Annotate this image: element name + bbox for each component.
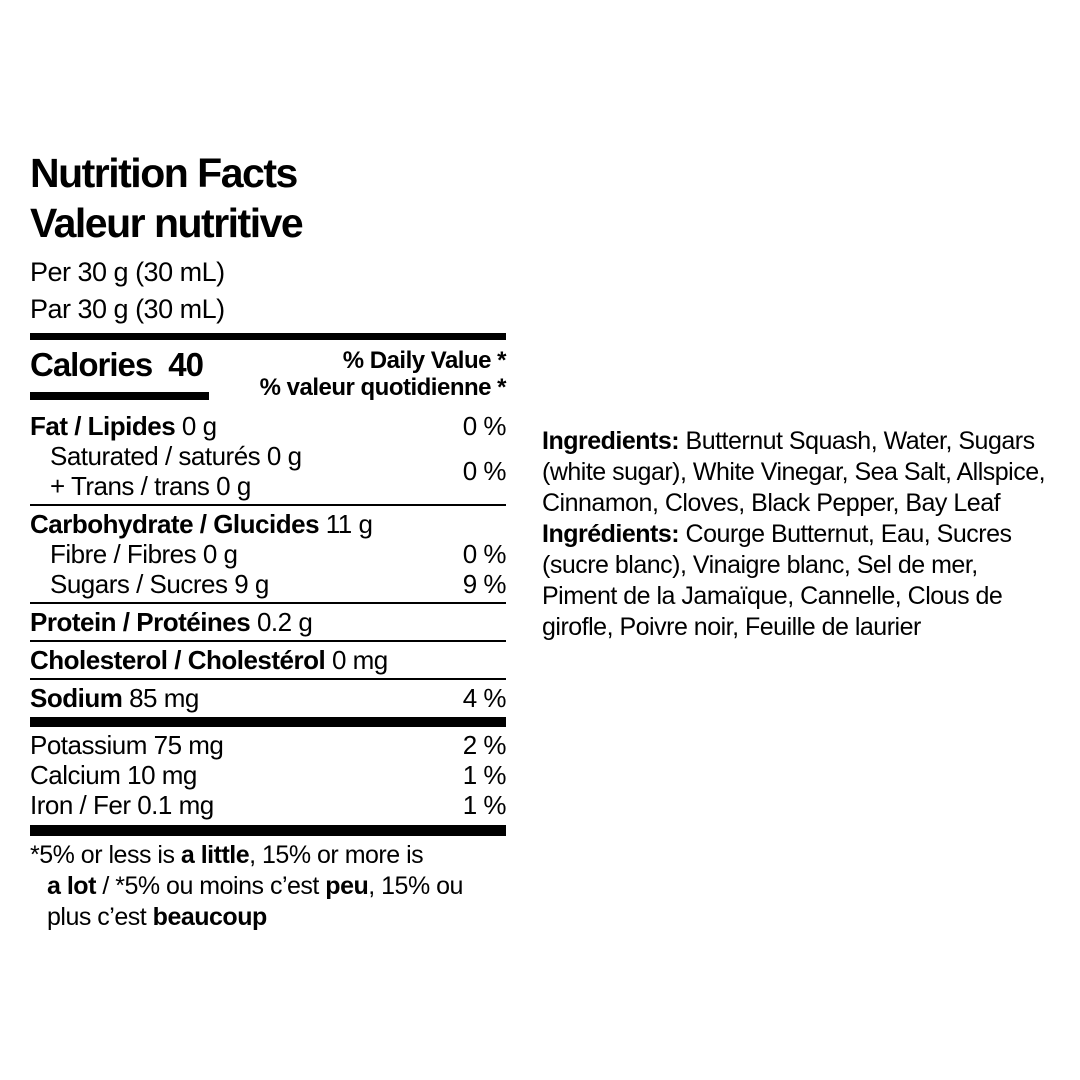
serving-size — [30, 254, 506, 328]
row-cholesterol — [30, 645, 506, 675]
row-iron — [30, 790, 506, 820]
footnote-line-2 — [30, 871, 506, 902]
ingredients-text: (white sugar), White Vinegar, Sea Salt, Allspice, — [542, 458, 1046, 486]
separator-line — [30, 678, 506, 680]
daily-value-header — [260, 347, 506, 401]
footnote-line-3 — [30, 902, 506, 933]
row-sugars — [30, 569, 506, 599]
daily-value-footnote — [30, 840, 506, 933]
fat-percent: 0 % — [462, 411, 506, 441]
footnote-text: plus c’est — [47, 903, 153, 931]
calories-row — [30, 340, 506, 401]
separator-line — [30, 602, 506, 604]
panel-titles — [30, 148, 506, 248]
footnote-line-1 — [30, 840, 506, 871]
protein-label: Protein / Protéines — [30, 607, 251, 637]
footnote-text: / *5% ou moins c’est — [95, 872, 326, 900]
serving-size-en: Per 30 g (30 mL) — [30, 257, 225, 287]
sugars-label: Sugars / Sucres 9 g — [50, 569, 269, 599]
carbohydrate-amount: 11 g — [325, 509, 373, 539]
footnote-text: , 15% ou — [368, 872, 463, 900]
saturated-trans-names — [30, 441, 302, 501]
footnote-text: , 15% or more is — [249, 841, 424, 869]
ingredients-text: (sucre blanc), Vinaigre blanc, Sel de mer, — [542, 551, 978, 579]
sugars-percent: 9 % — [462, 569, 506, 599]
nutrient-rows — [30, 411, 506, 933]
ingredients-line — [542, 612, 1072, 643]
daily-value-header-fr: % valeur quotidienne * — [259, 374, 506, 401]
title-fr: Valeur nutritive — [30, 200, 303, 246]
nutrient-name-cholesterol — [30, 645, 388, 675]
ingredients-fr-label: Ingrédients: — [542, 520, 680, 548]
cholesterol-amount: 0 mg — [331, 645, 388, 675]
ingredients-line — [542, 550, 1072, 581]
ingredients-line — [542, 457, 1072, 488]
cholesterol-label: Cholesterol / Cholestérol — [30, 645, 326, 675]
sodium-label: Sodium — [30, 683, 123, 713]
potassium-percent: 2 % — [462, 730, 506, 760]
separator-bar-mid — [30, 717, 506, 727]
row-carbohydrate — [30, 509, 506, 539]
nutrient-name-protein — [30, 607, 312, 637]
footnote-beaucoup: beaucoup — [152, 903, 267, 931]
iron-label: Iron / Fer 0.1 mg — [30, 790, 214, 820]
ingredients-text: Courge Butternut, Eau, Sucres — [679, 520, 1012, 548]
carbohydrate-label: Carbohydrate / Glucides — [30, 509, 320, 539]
calories — [30, 346, 209, 400]
separator-bar-top — [30, 333, 506, 340]
potassium-label: Potassium 75 mg — [30, 730, 224, 760]
nutrient-name-sodium — [30, 683, 199, 713]
ingredients-line — [542, 581, 1072, 612]
ingredients-line — [542, 426, 1072, 457]
ingredients-text: girofle, Poivre noir, Feuille de laurier — [542, 613, 921, 641]
fibre-percent: 0 % — [462, 539, 506, 569]
sodium-percent: 4 % — [462, 683, 506, 713]
separator-line — [30, 640, 506, 642]
nutrient-name-fat — [30, 411, 217, 441]
footnote-peu: peu — [325, 872, 369, 900]
row-saturated-trans — [30, 441, 506, 501]
iron-percent: 1 % — [462, 790, 506, 820]
separator-bar-bottom — [30, 825, 506, 836]
daily-value-header-en: % Daily Value * — [342, 347, 506, 374]
separator-line — [30, 504, 506, 506]
row-fibre — [30, 539, 506, 569]
ingredients-text: Cinnamon, Cloves, Black Pepper, Bay Leaf — [542, 489, 1001, 517]
row-potassium — [30, 730, 506, 760]
sodium-amount: 85 mg — [129, 683, 199, 713]
calories-value: 40 — [168, 346, 203, 383]
nutrition-facts-panel — [30, 148, 506, 933]
ingredients-text: Piment de la Jamaïque, Cannelle, Clous de — [542, 582, 1003, 610]
ingredients-panel — [542, 426, 1072, 643]
row-protein — [30, 607, 506, 637]
nutrient-name-carbohydrate — [30, 509, 372, 539]
fat-label: Fat / Lipides — [30, 411, 176, 441]
ingredients-en-label: Ingredients: — [542, 427, 680, 455]
calcium-percent: 1 % — [462, 760, 506, 790]
fat-amount: 0 g — [181, 411, 217, 441]
row-sodium — [30, 683, 506, 713]
serving-size-fr: Par 30 g (30 mL) — [30, 294, 225, 324]
protein-amount: 0.2 g — [256, 607, 313, 637]
fibre-label: Fibre / Fibres 0 g — [50, 539, 238, 569]
title-en: Nutrition Facts — [30, 150, 297, 196]
ingredients-text: Butternut Squash, Water, Sugars — [679, 427, 1035, 455]
row-calcium — [30, 760, 506, 790]
ingredients-line — [542, 519, 1072, 550]
row-fat — [30, 411, 506, 441]
footnote-a-little: a little — [180, 841, 250, 869]
calories-label: Calories — [30, 346, 153, 383]
saturated-label: Saturated / saturés 0 g — [50, 441, 302, 471]
calcium-label: Calcium 10 mg — [30, 760, 197, 790]
saturated-trans-percent: 0 % — [462, 456, 506, 486]
footnote-text: *5% or less is — [30, 841, 181, 869]
ingredients-line — [542, 488, 1072, 519]
trans-label: + Trans / trans 0 g — [50, 471, 251, 501]
footnote-a-lot: a lot — [47, 872, 96, 900]
